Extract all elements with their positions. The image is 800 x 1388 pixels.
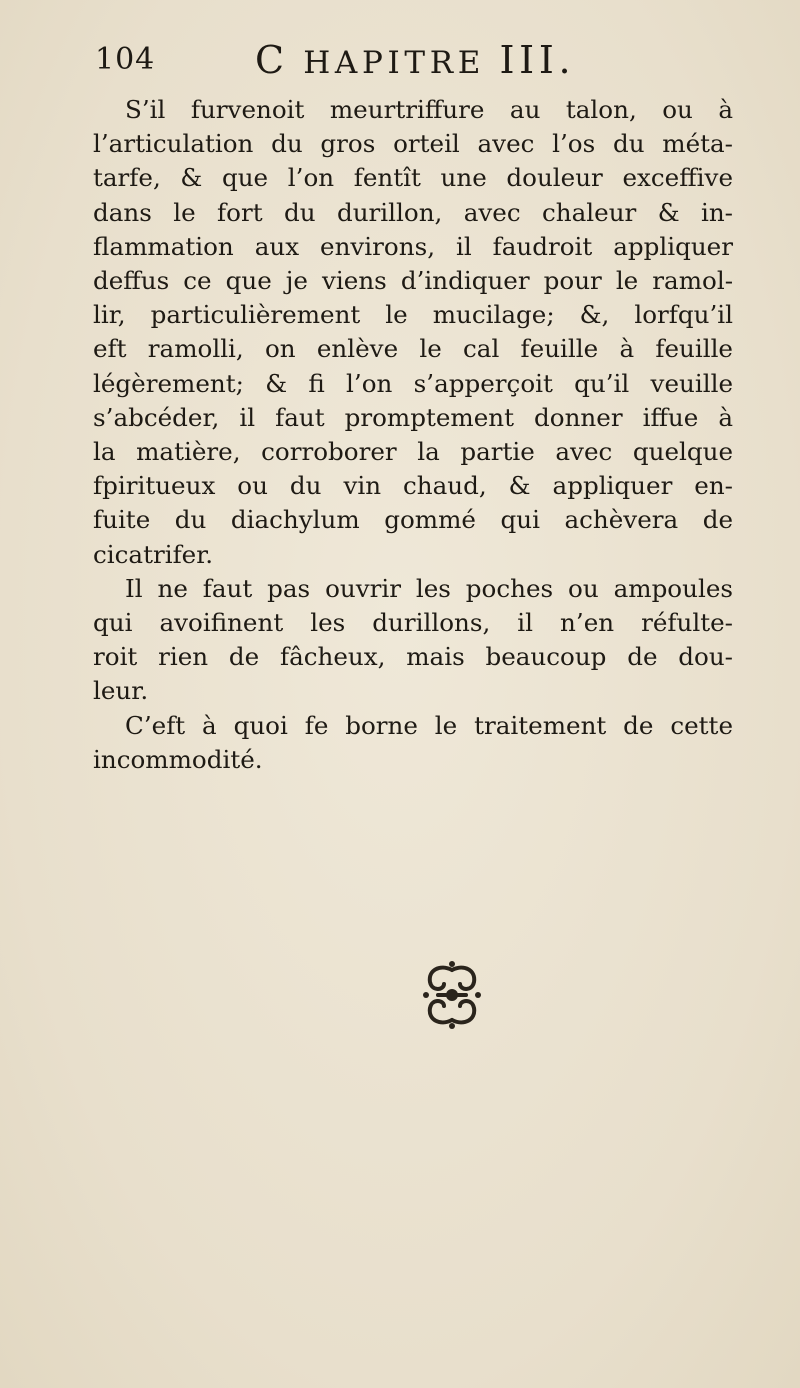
text-line: la matière, corroborer la partie avec quelque xyxy=(93,437,733,467)
text-line: flammation aux environs, il faudroit appliquer xyxy=(93,231,733,261)
text-line: l’articulation du gros orteil avec l’os du méta- xyxy=(93,129,733,159)
body-text xyxy=(93,93,733,777)
text-line: s’abcéder, il faut promptement donner iffue à xyxy=(93,402,733,432)
text-line: eft ramolli, on enlève le cal feuille à feuille xyxy=(93,334,733,364)
text-line: tarfe, & que l’on fentît une douleur exceffive xyxy=(93,163,733,193)
text-line: incommodité. xyxy=(93,744,263,774)
text-line: qui avoifinent les durillons, il n’en réfulte- xyxy=(93,608,733,638)
chapter-title xyxy=(255,38,575,82)
page-number: 104 xyxy=(95,42,156,77)
chapter-initial: C xyxy=(255,38,289,82)
text-line: deffus ce que je viens d’indiquer pour le ramol- xyxy=(93,266,733,296)
text-line: lir, particulièrement le mucilage; &, lorfqu’il xyxy=(93,300,733,330)
text-line: leur. xyxy=(93,676,149,706)
text-line: C’eft à quoi fe borne le traitement de cette xyxy=(125,710,733,740)
text-line: fpiritueux ou du vin chaud, & appliquer en- xyxy=(93,471,733,501)
text-line: dans le fort du durillon, avec chaleur & in- xyxy=(93,197,733,227)
chapter-numeral: III. xyxy=(499,38,576,82)
text-line: Il ne faut pas ouvrir les poches ou ampoules xyxy=(125,573,733,603)
fleuron-ornament-icon xyxy=(420,960,484,1030)
text-line: légèrement; & fi l’on s’apperçoit qu’il veuille xyxy=(93,368,733,398)
running-head xyxy=(95,38,735,88)
text-line: roit rien de fâcheux, mais beaucoup de dou- xyxy=(93,642,733,672)
text-line: fuite du diachylum gommé qui achèvera de xyxy=(93,505,733,535)
text-line: S’il furvenoit meurtriffure au talon, ou à xyxy=(125,95,733,124)
chapter-word: HAPITRE xyxy=(303,45,485,81)
text-line: cicatrifer. xyxy=(93,539,214,569)
